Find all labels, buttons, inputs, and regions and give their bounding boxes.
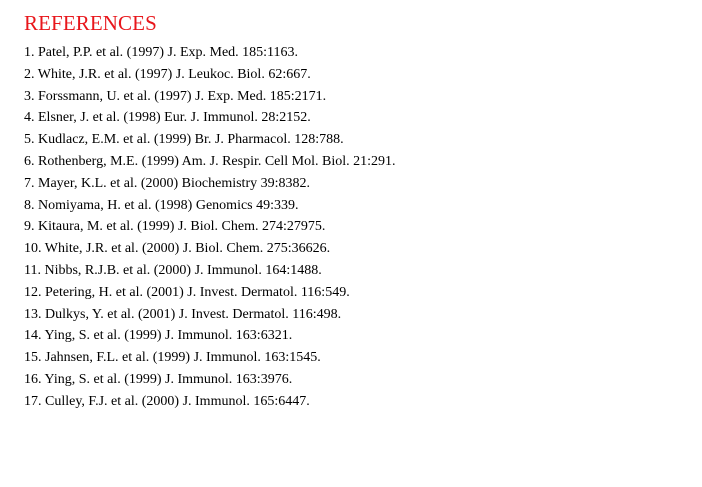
reference-item: 3. Forssmann, U. et al. (1997) J. Exp. Med. 185:2171. [24,88,327,104]
reference-item: 13. Dulkys, Y. et al. (2001) J. Invest. Dermatol. 116:498. [24,306,342,322]
reference-item: 12. Petering, H. et al. (2001) J. Invest. Dermatol. 116:549. [24,284,350,300]
references-section [24,10,684,413]
references-heading: REFERENCES [24,11,157,35]
reference-item: 16. Ying, S. et al. (1999) J. Immunol. 163:3976. [24,371,293,387]
reference-item: 14. Ying, S. et al. (1999) J. Immunol. 163:6321. [24,328,293,344]
reference-item: 5. Kudlacz, E.M. et al. (1999) Br. J. Pharmacol. 128:788. [24,132,344,148]
reference-item: 8. Nomiyama, H. et al. (1998) Genomics 49:339. [24,197,299,213]
reference-item: 1. Patel, P.P. et al. (1997) J. Exp. Med. 185:1163. [24,45,299,60]
reference-item: 6. Rothenberg, M.E. (1999) Am. J. Respir. Cell Mol. Biol. 21:291. [24,153,396,169]
reference-item: 7. Mayer, K.L. et al. (2000) Biochemistry 39:8382. [24,175,310,191]
reference-item: 17. Culley, F.J. et al. (2000) J. Immunol. 165:6447. [24,393,310,409]
reference-item: 15. Jahnsen, F.L. et al. (1999) J. Immunol. 163:1545. [24,350,321,366]
reference-item: 2. White, J.R. et al. (1997) J. Leukoc. Biol. 62:667. [24,66,311,82]
reference-item: 10. White, J.R. et al. (2000) J. Biol. Chem. 275:36626. [24,241,331,257]
reference-item: 9. Kitaura, M. et al. (1999) J. Biol. Chem. 274:27975. [24,219,326,235]
reference-item: 4. Elsner, J. et al. (1998) Eur. J. Immunol. 28:2152. [24,110,311,126]
reference-item: 11. Nibbs, R.J.B. et al. (2000) J. Immunol. 164:1488. [24,262,322,278]
reference-list [24,42,684,413]
